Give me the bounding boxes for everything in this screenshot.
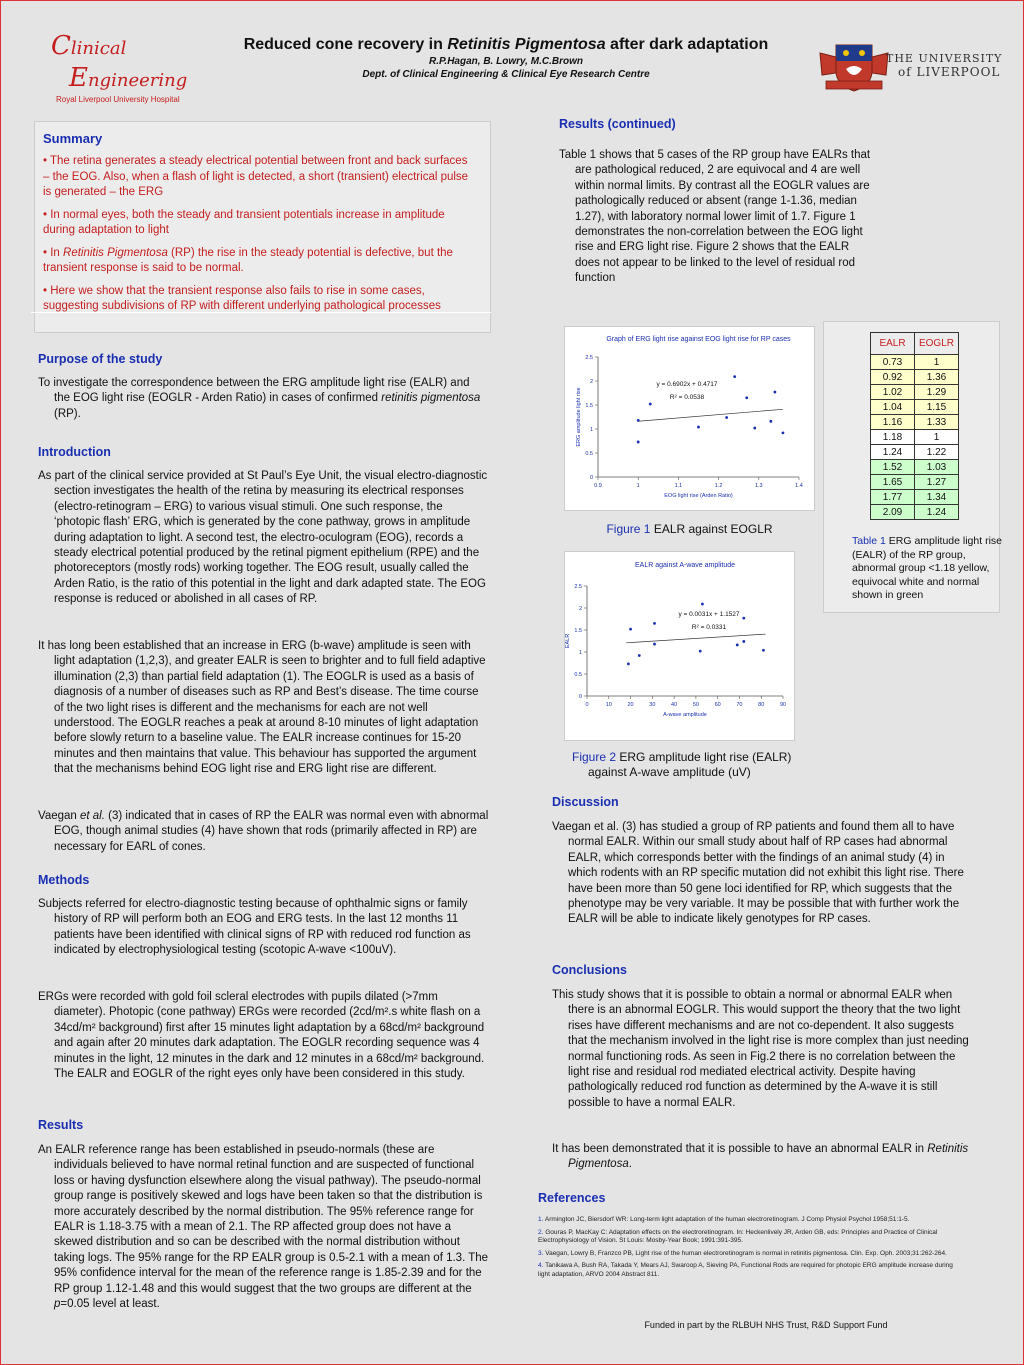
table-row [871, 490, 959, 505]
table-cell-ealr: 0.92 [871, 370, 915, 385]
table-cell-ealr: 1.77 [871, 490, 915, 505]
introduction-paragraph: It has long been established that an increase in ERG (b-wave) amplitude is seen with light adaptation (1,2,3), and greater EALR is seen to brighter and to full field adaptive illumination (2,3) than partial field adaptation (1). The EOGLR is used as a basis of diagnosis of a number of diseases such as RP and Best’s disease. The time course of the two light rises is different and the mechanisms for each are not well understood. The EOGLR reaches a peak at around 8-10 minutes of light adaptation before slowly return to a baseline value. The EALR increase continues for 15-20 minutes and then maintains that value. This behaviour has supported the argument that the mechanisms behind EOG light rise and ERG light rise are different. [38, 640, 486, 776]
x-tick-label: 10 [605, 702, 612, 708]
y-tick-label: 0.5 [574, 672, 582, 678]
purpose-heading: Purpose of the study [38, 352, 163, 366]
chart-title: Graph of ERG light rise against EOG light rise for RP cases [606, 336, 791, 343]
table-cell-eoglr: 1.33 [915, 415, 959, 430]
table-row [871, 430, 959, 445]
logo-letter-e: E [69, 63, 88, 93]
data-point [742, 640, 745, 643]
table-cell-eoglr: 1.24 [915, 505, 959, 520]
x-tick-label: 1.2 [714, 483, 723, 489]
table-cell-ealr: 1.18 [871, 430, 915, 445]
hospital-name: Royal Liverpool University Hospital [56, 95, 180, 104]
results-continued-heading: Results (continued) [559, 117, 676, 131]
table-cell-ealr: 1.65 [871, 475, 915, 490]
y-axis-label: ERG amplitude light rise [576, 387, 582, 447]
figure-2-caption: Figure 2 ERG amplitude light rise (EALR) against A-wave amplitude (uV) [572, 750, 792, 780]
table-cell-eoglr: 1.15 [915, 400, 959, 415]
table-cell-ealr: 1.24 [871, 445, 915, 460]
table-row [871, 355, 959, 370]
data-point [782, 431, 785, 434]
x-tick-label: 70 [736, 702, 743, 708]
summary-bullet: • In Retinitis Pigmentosa (RP) the rise in the steady potential is defective, but the transient response is said to be normal. [43, 246, 453, 274]
table-row [871, 415, 959, 430]
x-tick-label: 90 [779, 702, 787, 708]
table-cell-ealr: 1.16 [871, 415, 915, 430]
table-cell-eoglr: 1.03 [915, 460, 959, 475]
trend-r-squared: R² = 0.0538 [669, 394, 705, 401]
figure-1-svg [565, 327, 816, 512]
data-point [736, 644, 739, 647]
summary-box [34, 121, 491, 333]
logo-word-linical: linical [70, 38, 127, 59]
university-line-2: of LIVERPOOL [898, 65, 1001, 79]
data-point [742, 617, 745, 620]
x-tick-label: 60 [714, 702, 721, 708]
discussion-heading: Discussion [552, 795, 619, 809]
reference-item: 1. Armington JC, Biersdorf WR: Long-term light adaptation of the human electroretinogram. J Comp Physiol Psychol 1958;51:1-5. [538, 1216, 910, 1223]
y-tick-label: 2 [578, 606, 582, 612]
table-header: EALR [871, 333, 915, 355]
conclusions-paragraph: This study shows that it is possible to obtain a normal or abnormal EALR when there is an abnormal EOGLR. This would support the theory that the two light rises have different mechanisms and are not co-dependent. It also suggests that the mechanism involved in the light rise is more complex than just needing normal functioning rods. As seen in Fig.2 there is no correlation between the light rise and residual rod mediated electrical activity. Despite having pathologically reduced rod function as determined by the A-wave it is still possible to have a normal EALR. [552, 989, 969, 1109]
data-point [725, 416, 728, 419]
y-axis-label: EALR [565, 633, 571, 649]
x-tick-label: 1.3 [754, 483, 763, 489]
x-tick-label: 80 [758, 702, 765, 708]
trend-equation: y = 0.0031x + 1.1527 [678, 611, 740, 618]
data-point [762, 649, 765, 652]
university-crest-icon [816, 41, 892, 93]
table-cell-ealr: 1.04 [871, 400, 915, 415]
data-point [653, 622, 656, 625]
university-line-1: THE UNIVERSITY [886, 52, 1003, 65]
logo-letter-c: C [51, 31, 71, 61]
x-tick-label: 30 [649, 702, 656, 708]
table-cell-eoglr: 1.34 [915, 490, 959, 505]
y-tick-label: 2 [589, 379, 593, 385]
reference-item: 3. Vaegan, Lowry B, Franzco PB, Light rise of the human electroretinogram is normal in retinitis pigmentosa. Clin. Exp. Oph. 2003;31:262-264. [538, 1249, 947, 1257]
x-tick-label: 1 [636, 483, 640, 489]
data-point [745, 396, 748, 399]
conclusions-paragraph: It has been demonstrated that it is possible to have an abnormal EALR in Retinitis Pigmentosa. [552, 1143, 969, 1171]
table-row [871, 385, 959, 400]
trend-equation: y = 0.6902x + 0.4717 [656, 381, 718, 388]
y-tick-label: 2.5 [585, 355, 593, 361]
table-cell-eoglr: 1.36 [915, 370, 959, 385]
table-cell-ealr: 0.73 [871, 355, 915, 370]
methods-paragraph: Subjects referred for electro-diagnostic testing because of ophthalmic signs or family history of RP will perform both an EOG and ERG tests. In the last 12 months 11 patients have been identified with clinical signs of RP with reduced rod function as indicated by electrophysiological testing (scotopic A-wave <100uV). [38, 898, 471, 957]
reference-item: 2. Gouras P, MacKay C: Adaptation effects on the electroretinogram. In: Heckenlively JR, Arden GB, eds: Principles and Practice of Clinical Electrophysiology of Vision. St Louis: Mosby-Year Book; 1991:391-395. [538, 1228, 938, 1244]
table-cell-eoglr: 1 [915, 430, 959, 445]
table-cell-eoglr: 1.27 [915, 475, 959, 490]
funding-note: Funded in part by the RLBUH NHS Trust, R&D Support Fund [644, 1320, 888, 1330]
y-tick-label: 0 [578, 694, 582, 700]
y-tick-label: 1.5 [574, 628, 582, 634]
data-point [627, 662, 630, 665]
authors: R.P.Hagan, B. Lowry, M.C.Brown [429, 56, 583, 67]
data-point [649, 403, 652, 406]
poster-title: Reduced cone recovery in Retinitis Pigmentosa after dark adaptation [243, 36, 769, 53]
table-cell-eoglr: 1.29 [915, 385, 959, 400]
figure-1-chart [564, 326, 815, 511]
x-axis-label: A-wave amplitude [663, 712, 707, 718]
discussion-paragraph: Vaegan et al. (3) has studied a group of RP patients and found them all to have normal EALR. Within our small study about half of RP cases had abnormal EALR, which corresponds better with the findings of an animal study (4) in which rodents with an RP specific mutation did not exhibit this light rise. There have been more than 50 gene loci identified for RP, which suggests that the phenotype may be very variable. It may be possible that with further work the EALR will be able to indicate likely genotypes for RP cases. [552, 821, 964, 926]
data-point [637, 419, 640, 422]
results-continued-paragraph: Table 1 shows that 5 cases of the RP group have EALRs that are pathological reduced, 2 are equivocal and 4 are well within normal limits. By contrast all the EOGLR values are pathologically reduced or absent (range 1-1.36, median 1.27), with laboratory normal lower limit of 1.7. Figure 1 demonstrates the non-correlation between the EOG light rise and ERG light rise. Figure 2 shows that the EALR does not appear to be linked to the level of residual rod function [559, 149, 871, 285]
trend-line [638, 409, 783, 421]
reference-item: 4. Tanikawa A, Bush RA, Takada Y, Mears AJ, Swaroop A, Sieving PA, Functional Rods are required for photopic ERG amplitude increase during light adaptation, ARVO 2004 Abstract 811. [538, 1262, 953, 1278]
references-heading: References [538, 1191, 606, 1205]
y-tick-label: 1 [589, 427, 593, 433]
figure-2-svg [565, 552, 796, 742]
x-tick-label: 40 [671, 702, 678, 708]
data-point [637, 441, 640, 444]
figure-1-caption: Figure 1 EALR against EOGLR [606, 522, 773, 536]
table-row [871, 460, 959, 475]
data-point [699, 650, 702, 653]
data-point [653, 643, 656, 646]
data-point [733, 375, 736, 378]
table-cell-ealr: 2.09 [871, 505, 915, 520]
introduction-paragraph: As part of the clinical service provided at St Paul’s Eye Unit, the visual electro-diagnostic section investigates the health of the retina by measuring its electrical responses (electro-retinogram – ERG) to various visual stimuli. One such response, the ‘photopic flash’ ERG, which is generated by the cone pathway, grows in amplitude during adaptation to light. A second test, the electro-oculogram (EOG), records a steady electrical potential produced by the retinal pigment epithelium (RPE) and the photoreceptors (mostly rods) working together. The EOG result, usually called the Arden Ratio, is the ratio of this potential in the light and dark adapted state. The EOG response is reduced or abolished in all cases of RP. [38, 470, 488, 606]
results-heading: Results [38, 1118, 84, 1132]
table-row [871, 445, 959, 460]
introduction-heading: Introduction [38, 445, 111, 459]
conclusions-heading: Conclusions [552, 963, 628, 977]
y-tick-label: 0 [589, 475, 593, 481]
x-tick-label: 0 [585, 702, 589, 708]
data-point [638, 654, 641, 657]
university-name [886, 52, 1006, 79]
figure-2-chart [564, 551, 795, 741]
data-point [753, 427, 756, 430]
x-tick-label: 1.1 [674, 483, 683, 489]
introduction-paragraph: Vaegan et al. (3) indicated that in cases of RP the EALR was normal even with abnormal EOG, though animal studies (4) have shown that rods (primarily affected in RP) are necessary for EARL of cones. [38, 810, 489, 853]
summary-bullet: • The retina generates a steady electrical potential between front and back surfaces – the EOG. Also, when a flash of light is detected, a short (transient) electrical pulse is generated – the ERG [43, 155, 469, 198]
data-point [629, 628, 632, 631]
purpose-text: To investigate the correspondence between the ERG amplitude light rise (EALR) and the EOG light rise (EOGLR - Arden Ratio) in cases of confirmed retinitis pigmentosa (RP). [38, 377, 481, 420]
x-tick-label: 1.4 [795, 483, 803, 489]
summary-bullet: • Here we show that the transient response also fails to rise in some cases, suggesting subdivisions of RP with different underlying pathological processes [43, 284, 441, 312]
table-header: EOGLR [915, 333, 959, 355]
y-tick-label: 1 [578, 650, 582, 656]
y-tick-label: 0.5 [585, 451, 593, 457]
table-row [871, 400, 959, 415]
data-point [701, 603, 704, 606]
methods-heading: Methods [38, 873, 90, 887]
data-point [773, 391, 776, 394]
x-axis-label: EOG light rise (Arden Ratio) [664, 493, 733, 499]
table-cell-eoglr: 1.22 [915, 445, 959, 460]
table-cell-ealr: 1.02 [871, 385, 915, 400]
logo-word-ngineering: ngineering [87, 70, 188, 91]
table-row [871, 370, 959, 385]
table-1 [870, 332, 959, 520]
department: Dept. of Clinical Engineering & Clinical Eye Research Centre [362, 69, 650, 80]
summary-bullet: • In normal eyes, both the steady and transient potentials increase in amplitude during adaptation to light [43, 208, 445, 236]
divider [31, 312, 491, 313]
x-tick-label: 50 [692, 702, 699, 708]
y-tick-label: 2.5 [574, 584, 582, 590]
table-cell-eoglr: 1 [915, 355, 959, 370]
trend-r-squared: R² = 0.0331 [691, 624, 727, 631]
chart-title: EALR against A-wave amplitude [635, 562, 735, 569]
x-tick-label: 20 [627, 702, 634, 708]
table-row [871, 505, 959, 520]
x-tick-label: 0.9 [594, 483, 602, 489]
y-tick-label: 1.5 [585, 403, 593, 409]
results-paragraph: An EALR reference range has been established in pseudo-normals (these are individuals believed to have normal retinal function and are suspected of functional loss or having dysfunction elsewhere along the visual pathway). The pseudo-normal group range is positively skewed and logs have been taken so that the distribution is more accurately described by the normal distribution. The 95% reference range for EALR is 1.18-3.75 with a mean of 2.1. The RP affected group does not have a skewed distribution and so can be described with the normal distribution without taking logs. The 95% range for the RP EALR group is 0.5-2.1 with a mean of 1.3. The 95% confidence interval for the mean of the reference range is 1.85-2.39 and for the RP group 1.12-1.48 and this would suggest that the two groups are different at the p=0.05 level at least. [38, 1144, 489, 1311]
data-point [769, 420, 772, 423]
table-row [871, 475, 959, 490]
references-list [538, 1216, 958, 1283]
summary-heading: Summary [43, 131, 103, 146]
table-cell-ealr: 1.52 [871, 460, 915, 475]
table-1-caption: Table 1 ERG amplitude light rise (EALR) of the RP group, abnormal group <1.18 yellow, equivocal white and normal shown in green [852, 535, 1002, 601]
methods-paragraph: ERGs were recorded with gold foil scleral electrodes with pupils dilated (>7mm diameter). Photopic (cone pathway) ERGs were recorded (2cd/m².s white flash on a 34cd/m² background) first after 15 minutes light adaptation by a 68cd/m² background and again after 20 minutes dark adaptation. The EOGLR recording sequence was 4 minutes in the light, 12 minutes in the dark and 12 minutes in a 68cd/m² background. The EALR and EOGLR of the right eyes only have been considered in this study. [38, 991, 485, 1081]
data-point [697, 426, 700, 429]
